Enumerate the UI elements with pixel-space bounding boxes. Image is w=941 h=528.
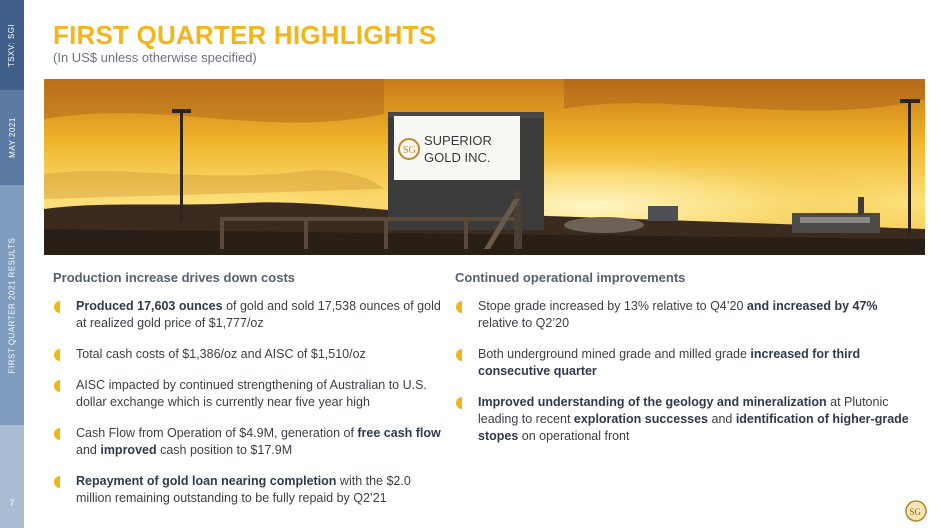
sign-line-1: SUPERIOR [424,133,492,148]
left-column [53,270,441,521]
right-bullet-1: Stope grade increased by 13% relative to Q4’20 and increased by 47% relative to Q2’20 [455,298,910,332]
left-bullet-3: AISC impacted by continued strengthening of Australian to U.S. dollar exchange which is currently near five year high [53,377,441,411]
bullet-marker-icon [456,349,462,361]
rail-ticker: TSXV: SGI [7,23,17,67]
bullet-marker-icon [54,349,60,361]
svg-text:SG: SG [909,507,922,517]
bullet-marker-icon [54,301,60,313]
hero-image [44,79,925,255]
sign-line-2: GOLD INC. [424,150,491,165]
bullet-marker-icon [456,397,462,409]
page-subtitle: (In US$ unless otherwise specified) [53,50,257,65]
right-bullet-2: Both underground mined grade and milled grade increased for third consecutive quarter [455,346,910,380]
left-heading: Production increase drives down costs [53,270,296,285]
bullet-marker-icon [54,380,60,392]
right-bullet-3: Improved understanding of the geology and mineralization at Plutonic leading to recent exploration successes and identification of higher-grade stopes on operational front [455,394,910,445]
svg-text:SG: SG [403,145,416,156]
side-rail [0,0,24,528]
left-bullet-4: Cash Flow from Operation of $4.9M, generation of free cash flow and improved cash position to $17.9M [53,425,441,459]
rail-segment-page [0,425,24,528]
right-column [455,270,910,459]
left-bullet-2: Total cash costs of $1,386/oz and AISC of $1,510/oz [53,346,441,363]
page-number: 7 [9,498,15,508]
right-heading: Continued operational improvements [455,270,686,285]
sgi-logo-icon [905,500,927,522]
bullet-marker-icon [54,428,60,440]
left-bullet-1: Produced 17,603 ounces of gold and sold 17,538 ounces of gold at realized gold price of $1,777/oz [53,298,441,332]
rail-section: FIRST QUARTER 2021 RESULTS [7,237,17,373]
left-bullet-5: Repayment of gold loan nearing completion with the $2.0 million remaining outstanding to be fully repaid by Q2’21 [53,473,441,507]
bullet-marker-icon [54,476,60,488]
rail-date: MAY 2021 [7,117,17,158]
bullet-marker-icon [456,301,462,313]
page-title: FIRST QUARTER HIGHLIGHTS [53,20,437,50]
